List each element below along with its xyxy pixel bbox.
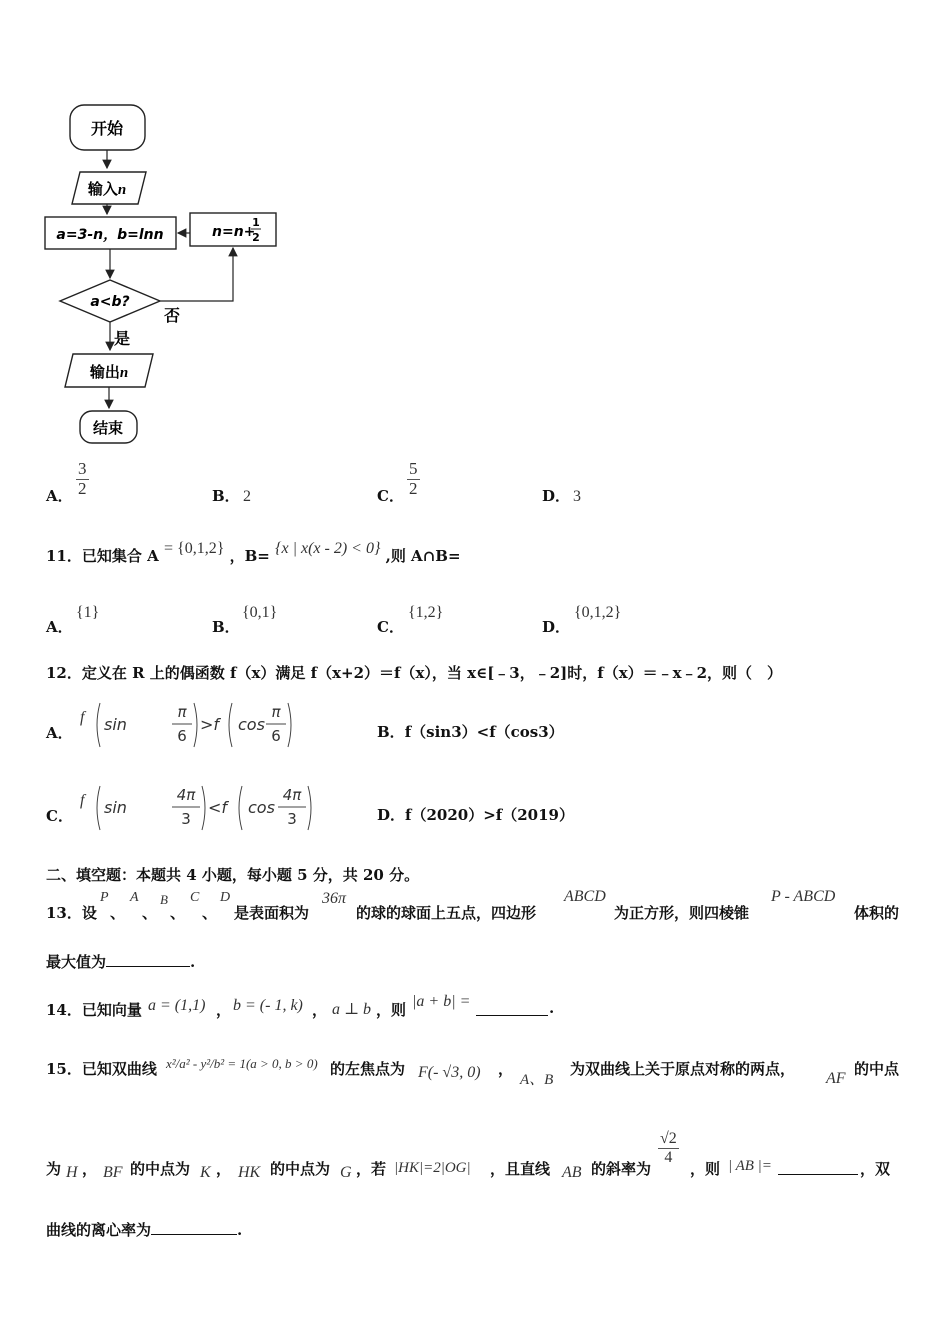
svg-text:3: 3 <box>181 810 191 828</box>
q11-option-b-value: {0,1} <box>242 604 278 621</box>
q15-segment-af: AF <box>826 1070 846 1087</box>
q12-a-f1: f <box>80 709 85 726</box>
q13-sep: 、 <box>202 904 218 922</box>
end-label: 结束 <box>92 419 124 437</box>
q11-stem <box>46 540 461 566</box>
q13-sep: 、 <box>170 904 186 922</box>
svg-text:6: 6 <box>271 727 281 745</box>
start-label: 开始 <box>90 119 124 138</box>
q10-option-a-fraction: $\frac{3}{2}$ <box>78 459 87 498</box>
svg-text:6: 6 <box>177 727 187 745</box>
q13-sep: 、 <box>110 904 126 922</box>
q15-line1 <box>46 1042 916 1092</box>
svg-text:>f: >f <box>200 715 220 734</box>
update-label: n=n+ <box>212 224 256 240</box>
q14-label: 14．已知向量 <box>46 1001 142 1019</box>
q12-option-a <box>46 695 366 755</box>
svg-text:sin: sin <box>104 798 127 817</box>
q15-answer-blank-ab[interactable] <box>778 1158 858 1175</box>
svg-text:cos: cos <box>238 715 265 734</box>
svg-text:π: π <box>271 703 281 721</box>
q11-suffix: ,则 A∩B= <box>385 547 461 565</box>
decision-label: a<b? <box>90 294 130 310</box>
q10-option-d-label: D． <box>542 487 571 505</box>
q15-text1: 的左焦点为 <box>330 1060 406 1078</box>
q15-text4: 的中点 <box>854 1060 900 1078</box>
q12-option-b-label: B． <box>377 723 405 741</box>
q15-l2-text-a: 为 <box>46 1160 62 1178</box>
q15-l2-text-h: 的斜率为 <box>591 1160 652 1178</box>
q10-option-d-value: 3 <box>573 488 581 505</box>
q13-point-b: B <box>160 892 168 907</box>
q10-option-b-label: B． <box>212 487 240 505</box>
q13-line2 <box>46 951 195 972</box>
q15-l2-text-d: ， <box>216 1160 232 1178</box>
q14-end: . <box>549 999 555 1017</box>
q13-point-p: P <box>100 890 109 905</box>
q14-answer-blank[interactable] <box>476 999 548 1016</box>
q11-option-d-value: {0,1,2} <box>574 604 622 621</box>
q11-option-c-label: C． <box>377 618 404 636</box>
q15-l2-text-b: ， <box>82 1160 98 1178</box>
q15-l2-text-c: 的中点为 <box>130 1160 191 1178</box>
q12-stem: 12．定义在 R 上的偶函数 f（x）满足 f（x+2）＝f（x），当 x∈[﹣3，﹣2]时，f（x）＝﹣x﹣2，则（ ） <box>46 664 783 682</box>
q12-option-b <box>377 721 564 742</box>
q13-text4: 体积的 <box>854 904 900 922</box>
q15-answer-blank-e[interactable] <box>151 1234 237 1235</box>
q15-abs-ab: | AB |= <box>728 1158 772 1174</box>
q15-slope: $\frac{√2}{4}$ <box>660 1130 677 1166</box>
update-den: 2 <box>252 231 260 244</box>
q15-line2 <box>46 1128 916 1188</box>
process-label: a=3-n，b=lnn <box>56 227 164 243</box>
q15-end: . <box>237 1221 243 1239</box>
q13-point-c: C <box>190 890 200 905</box>
q14-perp: a ⊥ b <box>332 1001 372 1018</box>
q15-line3 <box>46 1219 242 1240</box>
q11-set-a: = {0,1,2} <box>163 540 225 557</box>
q13-point-d: D <box>220 890 231 905</box>
q13-sep: 、 <box>142 904 158 922</box>
q15-text2: ， <box>498 1060 514 1078</box>
svg-text:cos: cos <box>248 798 275 817</box>
q11-prefix: 11．已知集合 A <box>46 547 159 565</box>
q12-option-c <box>46 778 376 838</box>
q12-a-expr <box>92 699 292 751</box>
q13-text2: 的球的球面上五点，四边形 <box>356 904 537 922</box>
q11-option-a-value: {1} <box>76 604 100 621</box>
svg-text:π: π <box>177 703 187 721</box>
svg-text:sin: sin <box>104 715 127 734</box>
q13-pyramid: P - ABCD <box>771 888 836 905</box>
q10-option-c-label: C． <box>377 487 404 505</box>
q11-option-c-value: {1,2} <box>408 604 444 621</box>
q15-text3: 为双曲线上关于原点对称的两点， <box>570 1060 796 1078</box>
q13-end: . <box>190 953 196 971</box>
q12-c-f1: f <box>80 792 85 809</box>
q14-line <box>46 985 646 1025</box>
q10-option-a-label: A． <box>46 487 73 505</box>
q12-option-d <box>377 804 574 825</box>
q15-l2-text-f: ，若 <box>356 1160 387 1178</box>
q15-segment-bf: BF <box>103 1164 123 1181</box>
q15-l2-text-j: ，双 <box>860 1160 891 1178</box>
q15-l2-text-g: ，且直线 <box>490 1160 551 1178</box>
q13-text1: 是表面积为 <box>234 904 310 922</box>
q15-l2-text-i: ，则 <box>690 1160 721 1178</box>
q13-answer-blank[interactable] <box>106 966 190 967</box>
q10-option-b-value: 2 <box>243 488 251 505</box>
no-label: 否 <box>164 306 181 325</box>
q12-option-c-label: C． <box>46 807 73 825</box>
q12-c-expr <box>92 782 316 834</box>
input-label: 输入n <box>87 180 127 198</box>
q13-area: 36π <box>322 890 347 907</box>
q15-segment-hk: HK <box>238 1164 261 1181</box>
q11-option-a-label: A． <box>46 618 73 636</box>
q15-equation: x²/a² - y²/b² = 1(a > 0, b > 0) <box>166 1056 318 1071</box>
q14-vector-b: b = (- 1, k) <box>233 997 303 1014</box>
svg-text:3: 3 <box>287 810 297 828</box>
q11-mid: ，B= <box>229 547 270 565</box>
svg-text:4π: 4π <box>176 786 196 804</box>
q15-label: 15．已知双曲线 <box>46 1060 157 1078</box>
q13-text3: 为正方形，则四棱锥 <box>614 904 750 922</box>
q12-option-b-value: f（sin3）<f（cos3） <box>404 723 564 741</box>
q13-line1 <box>46 888 916 928</box>
q13-point-a: A <box>130 890 139 905</box>
q14-vector-a: a = (1,1) <box>148 997 206 1014</box>
output-label: 输出n <box>89 363 129 381</box>
q15-l2-text-e: 的中点为 <box>270 1160 331 1178</box>
q11-options <box>46 600 696 640</box>
q14-comma: ， <box>312 1001 328 1019</box>
q10-option-c-fraction: $\frac{5}{2}$ <box>409 459 418 498</box>
q15-point-g: G <box>340 1164 352 1181</box>
q13-quad: ABCD <box>564 888 606 905</box>
q14-expression: |a + b| = <box>412 993 471 1010</box>
q15-line3-text: 曲线的离心率为 <box>46 1221 152 1239</box>
q15-line-ab: AB <box>562 1164 582 1181</box>
q15-point-h: H <box>66 1164 78 1181</box>
flowchart <box>40 100 300 450</box>
q12-option-a-label: A． <box>46 724 73 742</box>
q11-option-b-label: B． <box>212 618 240 636</box>
section-heading: 二、填空题：本题共 4 小题，每小题 5 分，共 20 分。 <box>46 866 420 884</box>
q13-line2-text: 最大值为 <box>46 953 107 971</box>
q11-set-b: {x | x(x - 2) < 0} <box>275 540 381 557</box>
q11-option-d-label: D． <box>542 618 571 636</box>
svg-text:4π: 4π <box>282 786 302 804</box>
q15-points-ab: A、B <box>520 1072 554 1088</box>
q15-point-k: K <box>200 1164 211 1181</box>
q10-options <box>46 460 646 520</box>
q12-option-d-value: f（2020）>f（2019） <box>405 806 574 824</box>
q15-condition: |HK|=2|OG| <box>394 1160 471 1176</box>
q13-label: 13．设 <box>46 904 97 922</box>
q12-option-d-label: D． <box>377 806 406 824</box>
q14-comma: ， <box>216 1001 232 1019</box>
svg-text:<f: <f <box>208 798 228 817</box>
update-num: 1 <box>252 216 260 229</box>
q15-focus: F(- √3, 0) <box>418 1064 481 1081</box>
yes-label: 是 <box>114 329 131 348</box>
q14-then: ，则 <box>376 1001 407 1019</box>
